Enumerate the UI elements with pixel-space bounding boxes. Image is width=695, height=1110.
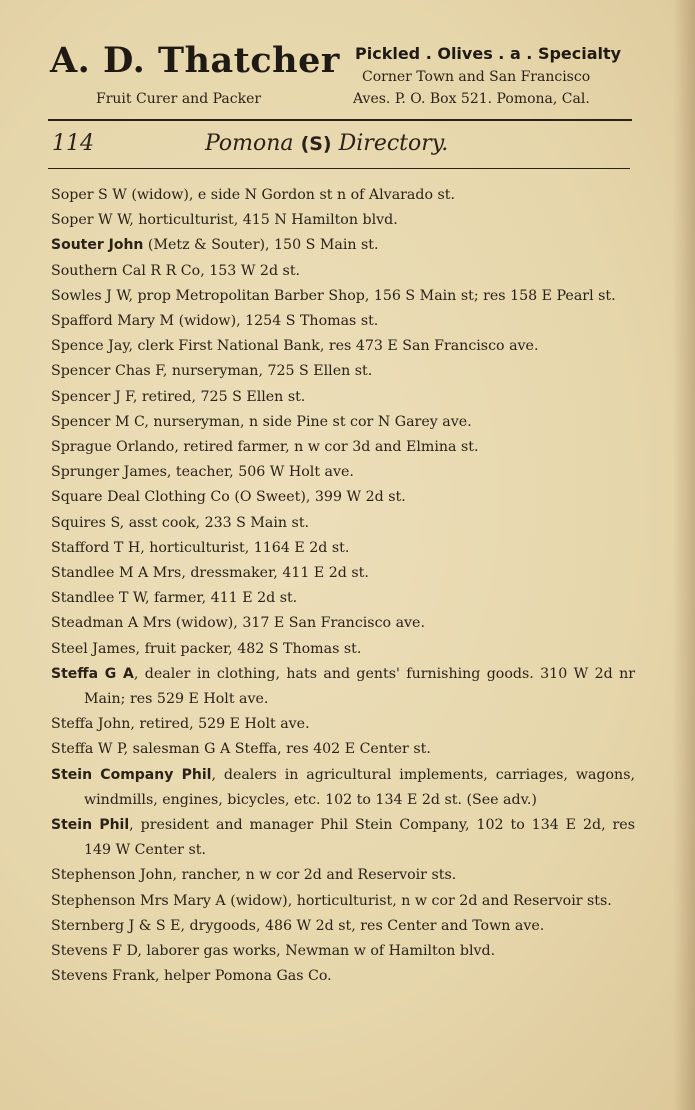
entry-name: Soper S W [51, 187, 127, 203]
entry-name: Sowles J W [51, 287, 129, 304]
directory-entry [51, 284, 635, 309]
entry-details: , president and manager Phil Stein Company, 102 to 134 E 2d, res 149 W Center st. [84, 817, 635, 859]
entry-details: (widow), horticulturist, n w cor 2d and Reservoir sts. [225, 892, 612, 909]
entry-name: Soper W W [51, 212, 130, 229]
entry-name: Standlee T W [51, 590, 146, 607]
entry-details: (widow), 317 E San Francisco ave. [171, 615, 425, 632]
directory-entry [51, 889, 635, 914]
entry-details: , horticulturist, 1164 E 2d st. [140, 539, 350, 556]
directory-title-word: Directory. [338, 131, 449, 156]
entry-name: Sprague Orlando [51, 439, 175, 456]
directory-entry [51, 410, 635, 435]
advertiser-address-line2: Aves. P. O. Box 521. Pomona, Cal. [353, 91, 590, 107]
directory-entry [51, 233, 635, 258]
directory-entry [51, 712, 635, 737]
entry-details: , nurseryman, n side Pine st cor N Garey ave. [144, 413, 472, 430]
directory-entry [51, 485, 635, 510]
entry-name: Southern Cal R R Co [51, 262, 201, 279]
directory-entry [51, 763, 635, 813]
entry-name: Spencer J F [51, 388, 133, 405]
entry-name: Spence Jay [51, 338, 129, 355]
entry-name: Square Deal Clothing Co [51, 489, 230, 506]
directory-entry [51, 561, 635, 586]
entry-details: , teacher, 506 W Holt ave. [166, 464, 354, 481]
entry-details: , rancher, n w cor 2d and Reservoir sts. [172, 867, 457, 884]
entry-details: , drygoods, 486 W 2d st, res Center and Town ave. [180, 917, 545, 934]
entry-details: , dealer in clothing, hats and gents' furnishing goods. 310 W 2d nr Main; res 529 E Holt ave. [84, 665, 635, 708]
entry-name: Sprunger James [51, 464, 167, 481]
directory-entry [51, 914, 635, 939]
directory-entry [51, 511, 635, 536]
entry-name: Stafford T H [51, 539, 141, 556]
entry-name: Spencer M C [51, 413, 145, 430]
entry-name: Steffa G A [51, 665, 134, 682]
entry-details: , nurseryman, 725 S Ellen st. [162, 363, 373, 380]
directory-entry [51, 359, 635, 384]
directory-entry [51, 863, 635, 888]
entry-details: , retired, 725 S Ellen st. [132, 388, 306, 405]
entry-details: , fruit packer, 482 S Thomas st. [135, 640, 362, 657]
directory-title [205, 131, 448, 156]
directory-entry [51, 309, 635, 334]
header-underline [48, 168, 630, 169]
entry-details: (Metz & Souter), 150 S Main st. [143, 237, 379, 254]
entry-name: Spafford Mary M [51, 313, 175, 330]
entry-name: Stein Phil [51, 817, 130, 834]
directory-entry [51, 939, 635, 964]
directory-entry [51, 208, 635, 233]
directory-entry-list [51, 183, 635, 990]
entry-name: Steel James [51, 640, 136, 657]
entry-details: , 153 W 2d st. [200, 262, 301, 279]
entry-name: Stein Company Phil [51, 766, 212, 783]
directory-entry [51, 637, 635, 662]
entry-details: , helper Pomona Gas Co. [154, 968, 332, 985]
advertiser-tagline: Fruit Curer and Packer [96, 91, 262, 107]
directory-entry [51, 385, 635, 410]
page-header [0, 125, 695, 170]
page-number: 114 [52, 131, 94, 156]
directory-title-section: (S) [300, 133, 332, 155]
entry-details: , asst cook, 233 S Main st. [119, 514, 310, 531]
directory-entry [51, 586, 635, 611]
entry-name: Spencer Chas F [51, 363, 163, 380]
entry-name: Stevens Frank [51, 968, 155, 985]
entry-details: , clerk First National Bank, res 473 E San Francisco ave. [128, 338, 539, 355]
advertisement-banner [0, 0, 695, 118]
directory-entry [51, 611, 635, 636]
entry-name: Souter John [51, 237, 144, 254]
entry-name: Stephenson Mrs Mary A [51, 892, 226, 909]
header-rule [48, 119, 632, 121]
directory-title-city: Pomona [205, 131, 294, 156]
advertiser-name: A. D. Thatcher [50, 40, 340, 81]
directory-entry [51, 259, 635, 284]
directory-entry [51, 662, 635, 712]
directory-entry [51, 737, 635, 762]
directory-entry [51, 460, 635, 485]
entry-details: , dressmaker, 411 E 2d st. [181, 565, 369, 582]
advertiser-address-line1: Corner Town and San Francisco [362, 69, 591, 85]
entry-details: (widow), 1254 S Thomas st. [174, 313, 379, 330]
directory-entry [51, 183, 635, 208]
entry-name: Stevens F D [51, 943, 138, 960]
directory-entry [51, 334, 635, 359]
entry-details: , laborer gas works, Newman w of Hamilton blvd. [137, 943, 496, 960]
entry-details: , prop Metropolitan Barber Shop, 156 S Main st; res 158 E Pearl st. [128, 287, 616, 304]
entry-name: Sternberg J & S E [51, 917, 181, 934]
entry-name: Squires S [51, 514, 120, 531]
entry-name: Standlee M A Mrs [51, 565, 182, 582]
entry-name: Steadman A Mrs [51, 615, 172, 632]
directory-entry [51, 964, 635, 989]
entry-details: , horticulturist, 415 N Hamilton blvd. [129, 212, 398, 229]
advertiser-specialty: Pickled . Olives . a . Specialty [355, 44, 622, 63]
directory-entry [51, 435, 635, 460]
entry-name: Steffa W P [51, 741, 124, 758]
entry-details: (O Sweet), 399 W 2d st. [229, 489, 406, 506]
entry-details: , farmer, 411 E 2d st. [145, 590, 298, 607]
entry-name: Stephenson John [51, 867, 173, 884]
entry-details: , dealers in agricultural implements, carriages, wagons, windmills, engines, bicycles, etc. 102 to 134 E 2d st. (See adv.) [84, 766, 635, 808]
entry-details: (widow), e side N Gordon st n of Alvarado st. [126, 187, 456, 203]
entry-details: , retired farmer, n w cor 3d and Elmina st. [174, 439, 479, 456]
directory-entry [51, 813, 635, 863]
entry-details: , retired, 529 E Holt ave. [130, 716, 310, 733]
entry-name: Steffa John [51, 716, 131, 733]
directory-entry [51, 536, 635, 561]
entry-details: , salesman G A Steffa, res 402 E Center st. [123, 741, 431, 758]
